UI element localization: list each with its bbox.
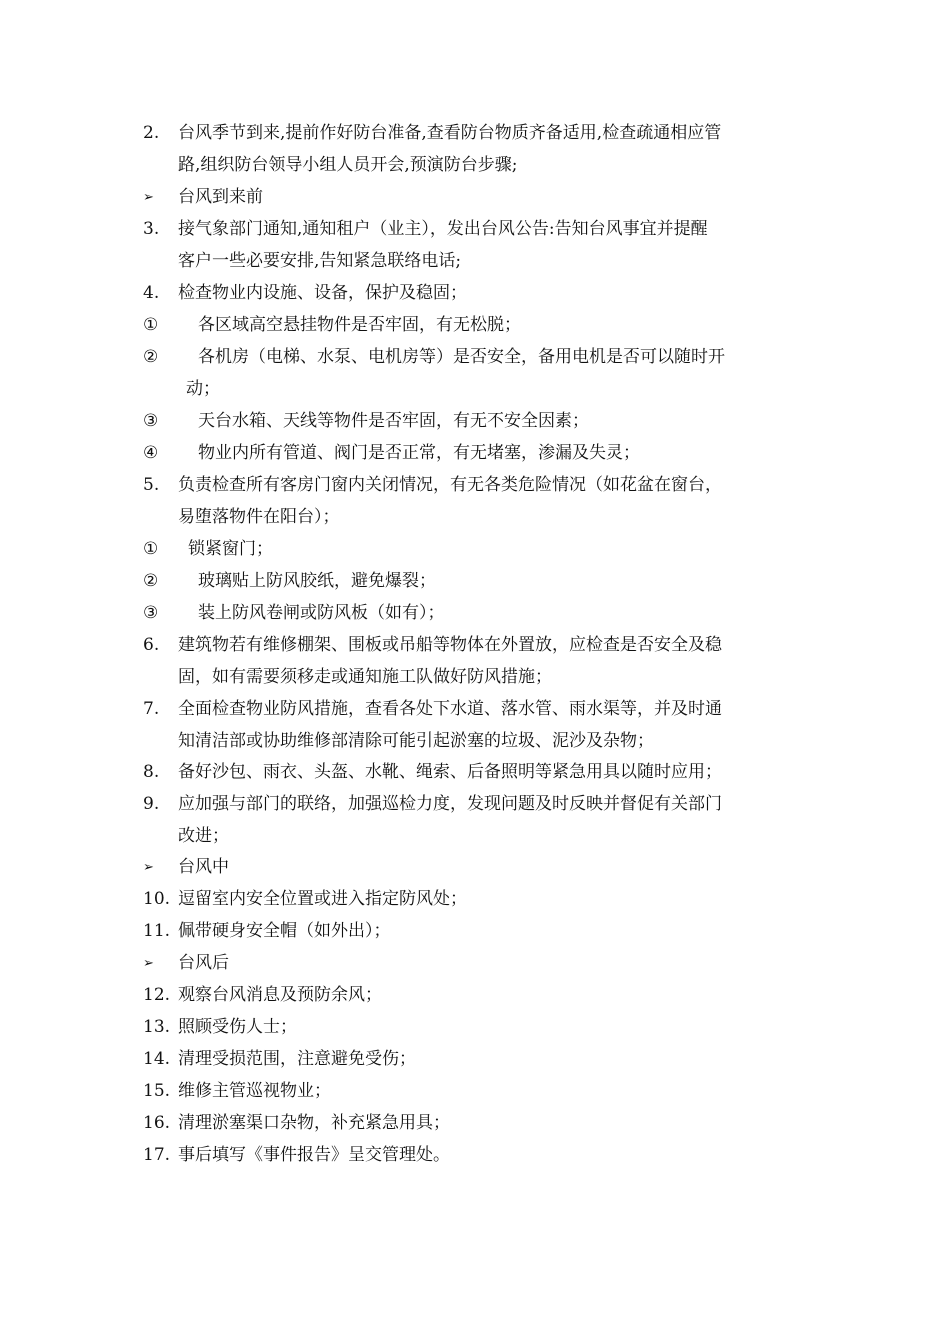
section-heading-text: 台风后 xyxy=(178,953,229,973)
circled-number: ① xyxy=(143,315,159,335)
item-text: 台风季节到来,提前作好防台准备,查看防台物质齐备适用,检查疏通相应管 xyxy=(178,123,722,143)
arrow-bullet-icon: ➢ xyxy=(143,956,154,971)
item-text: 检查物业内设施、设备，保护及稳固； xyxy=(178,283,467,303)
item-number: 9. xyxy=(143,794,160,814)
item-text: 照顾受伤人士； xyxy=(178,1017,297,1037)
item-text: 观察台风消息及预防余风； xyxy=(178,985,382,1005)
section-heading-text: 台风中 xyxy=(178,857,229,877)
sub-item-text-continued: 动； xyxy=(186,378,220,399)
item-number: 3. xyxy=(143,219,160,239)
sub-item-text: 天台水箱、天线等物件是否牢固，有无不安全因素； xyxy=(198,411,589,431)
sub-item-text: 物业内所有管道、阀门是否正常，有无堵塞，渗漏及失灵； xyxy=(198,443,640,463)
item-number: 15. xyxy=(143,1081,171,1101)
item-number: 4. xyxy=(143,283,160,303)
item-number: 12. xyxy=(143,985,171,1005)
item-text: 逗留室内安全位置或进入指定防风处； xyxy=(178,889,467,909)
sub-item-text: 装上防风卷闸或防风板（如有）； xyxy=(198,603,445,623)
item-text-continued: 知清洁部或协助维修部清除可能引起淤塞的垃圾、泥沙及杂物； xyxy=(178,730,654,751)
item-text-continued: 路,组织防台领导小组人员开会,预演防台步骤; xyxy=(178,154,518,175)
circled-number: ④ xyxy=(143,443,159,463)
sub-item-text: 玻璃贴上防风胶纸，避免爆裂； xyxy=(198,571,436,591)
item-text-continued: 改进； xyxy=(178,825,229,846)
circled-number: ③ xyxy=(143,411,159,431)
item-number: 5. xyxy=(143,475,160,495)
sub-item-text: 各区域高空悬挂物件是否牢固，有无松脱； xyxy=(198,315,521,335)
item-number: 6. xyxy=(143,635,160,655)
item-number: 7. xyxy=(143,699,160,719)
sub-item-text: 各机房（电梯、水泵、电机房等）是否安全，备用电机是否可以随时开 xyxy=(198,347,725,367)
arrow-bullet-icon: ➢ xyxy=(143,190,154,205)
item-number: 16. xyxy=(143,1113,171,1133)
arrow-bullet-icon: ➢ xyxy=(143,860,154,875)
item-text: 清理受损范围，注意避免受伤； xyxy=(178,1049,416,1069)
item-number: 14. xyxy=(143,1049,171,1069)
section-heading-text: 台风到来前 xyxy=(178,187,263,207)
item-text: 建筑物若有维修棚架、围板或吊船等物体在外置放，应检查是否安全及稳 xyxy=(178,635,722,655)
item-number: 2. xyxy=(143,123,160,143)
circled-number: ② xyxy=(143,571,159,591)
item-number: 8. xyxy=(143,762,160,782)
item-text-continued: 客户一些必要安排,告知紧急联络电话; xyxy=(178,250,462,271)
item-text-continued: 固，如有需要须移走或通知施工队做好防风措施； xyxy=(178,666,552,687)
item-text: 清理淤塞渠口杂物，补充紧急用具； xyxy=(178,1113,450,1133)
sub-item-text: 锁紧窗门； xyxy=(188,539,273,559)
item-text: 事后填写《事件报告》呈交管理处。 xyxy=(178,1145,450,1165)
item-text: 应加强与部门的联络，加强巡检力度，发现问题及时反映并督促有关部门 xyxy=(178,794,722,814)
item-text: 佩带硬身安全帽（如外出）； xyxy=(178,921,391,941)
item-text: 维修主管巡视物业； xyxy=(178,1081,331,1101)
circled-number: ① xyxy=(143,539,159,559)
item-text: 接气象部门通知,通知租户（业主），发出台风公告:告知台风事宜并提醒 xyxy=(178,219,708,239)
item-number: 11. xyxy=(143,921,171,941)
item-text-continued: 易堕落物件在阳台）； xyxy=(178,506,340,527)
item-number: 17. xyxy=(143,1145,171,1165)
circled-number: ③ xyxy=(143,603,159,623)
item-text: 负责检查所有客房门窗内关闭情况，有无各类危险情况（如花盆在窗台， xyxy=(178,475,722,495)
circled-number: ② xyxy=(143,347,159,367)
item-number: 10. xyxy=(143,889,171,909)
item-text: 全面检查物业防风措施，查看各处下水道、落水管、雨水渠等，并及时通 xyxy=(178,699,722,719)
item-number: 13. xyxy=(143,1017,171,1037)
item-text: 备好沙包、雨衣、头盔、水靴、绳索、后备照明等紧急用具以随时应用； xyxy=(178,762,722,782)
